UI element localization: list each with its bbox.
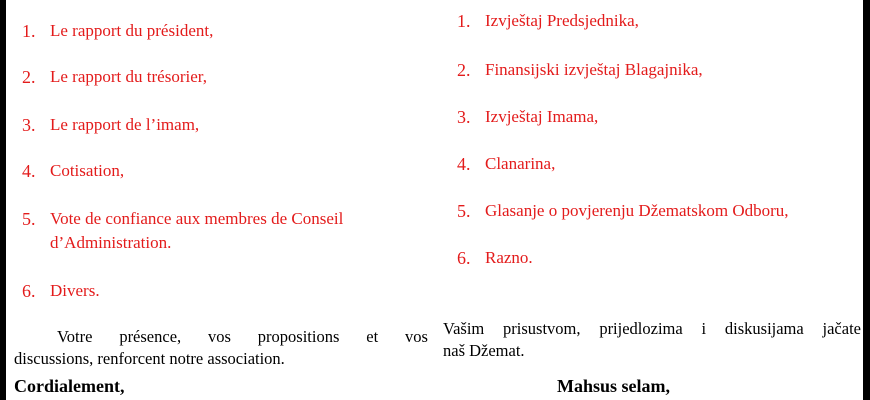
item-text: Izvještaj Imama,	[485, 107, 599, 126]
item-text: Glasanje o povjerenju Džematskom Odboru,	[485, 201, 789, 220]
word: i	[701, 319, 707, 338]
item-text: Le rapport du président,	[50, 21, 214, 40]
word: diskusijama	[724, 319, 804, 338]
paragraph-line: naš Džemat.	[443, 341, 525, 360]
paragraph-line	[443, 318, 861, 340]
item-number: 6.	[22, 281, 36, 301]
item-number: 4.	[457, 154, 471, 174]
word: Vašim	[443, 319, 485, 338]
item-text-continued: d’Administration.	[50, 233, 172, 252]
item-number: 5.	[457, 201, 471, 221]
paragraph-line	[14, 326, 428, 348]
item-number: 6.	[457, 248, 471, 268]
word: et	[366, 327, 379, 346]
word: vos	[405, 327, 428, 346]
item-number: 3.	[457, 107, 471, 127]
item-number: 2.	[22, 67, 36, 87]
word: prisustvom,	[503, 319, 581, 338]
item-number: 1.	[22, 21, 36, 41]
word: propositions	[257, 327, 340, 346]
item-text: Cotisation,	[50, 161, 125, 180]
item-text: Izvještaj Predsjednika,	[485, 11, 639, 30]
item-text: Razno.	[485, 248, 533, 267]
item-text: Le rapport de l’imam,	[50, 115, 200, 134]
item-number: 3.	[22, 115, 36, 135]
word: prijedlozima	[599, 319, 683, 338]
french-sign-off: Cordialement,	[14, 376, 125, 396]
bosnian-closing-paragraph	[443, 318, 861, 362]
item-number: 1.	[457, 11, 471, 31]
bosnian-sign-off: Mahsus selam,	[557, 376, 671, 396]
item-text: Divers.	[50, 281, 100, 300]
item-text: Vote de confiance aux membres de Conseil	[50, 209, 344, 228]
item-number: 4.	[22, 161, 36, 181]
word: jačate	[822, 319, 861, 338]
document-page	[6, 0, 863, 400]
item-text: Finansijski izvještaj Blagajnika,	[485, 60, 703, 79]
item-text: Le rapport du trésorier,	[50, 67, 207, 86]
word: Votre	[57, 327, 93, 346]
item-number: 2.	[457, 60, 471, 80]
french-closing-paragraph	[14, 326, 428, 370]
paragraph-line: discussions, renforcent notre association.	[14, 349, 285, 368]
item-number: 5.	[22, 209, 36, 229]
word: présence,	[119, 327, 182, 346]
word: vos	[208, 327, 231, 346]
item-text: Clanarina,	[485, 154, 556, 173]
